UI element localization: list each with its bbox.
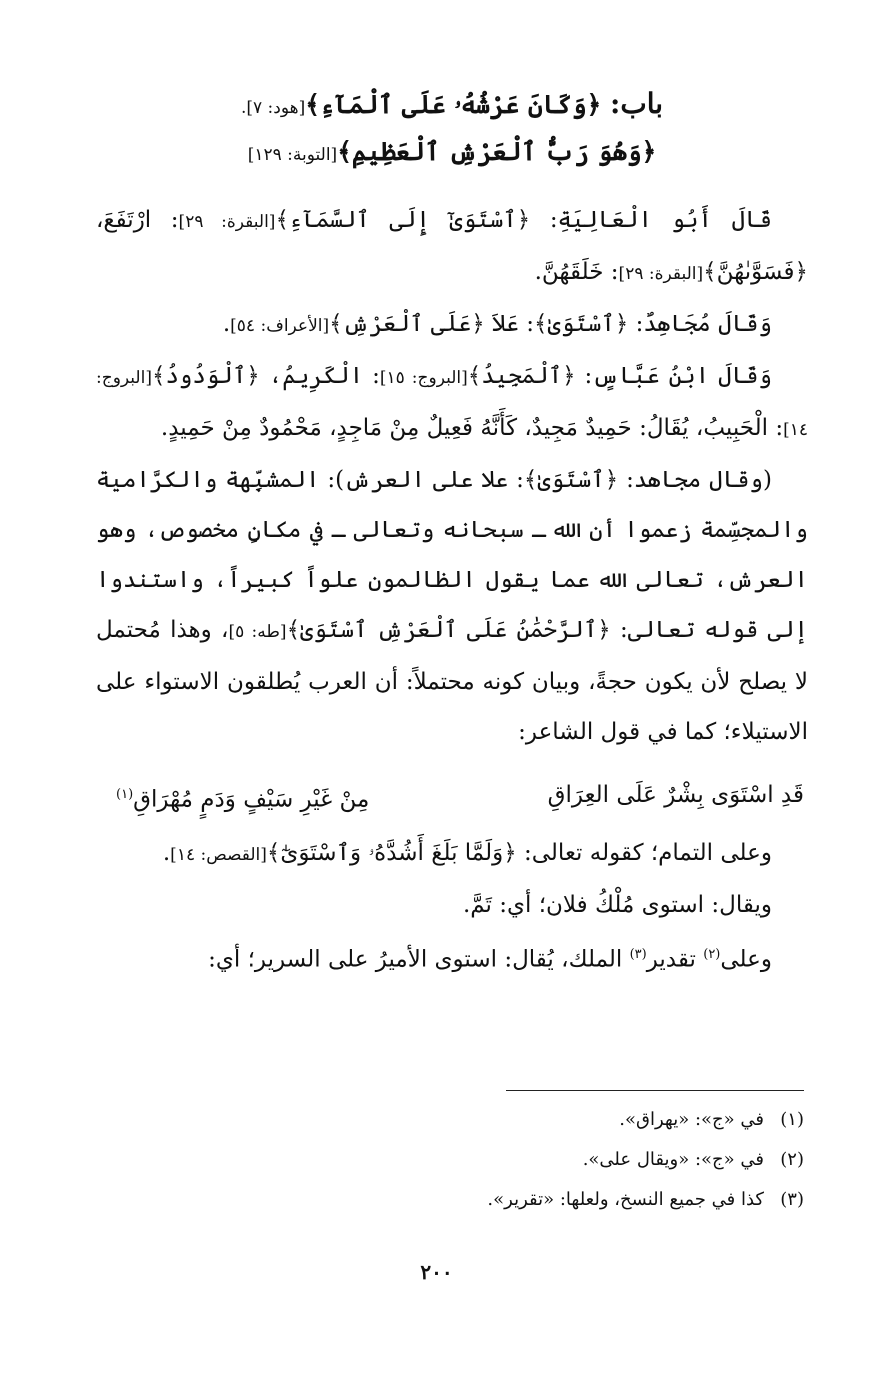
quran-quote: ﴿وَهُوَ رَبُّ ٱلْعَرْشِ ٱلْعَظِيمِ﴾ [337, 137, 657, 166]
verse-reference: [البروج: ١٤] [96, 368, 808, 440]
paragraph-ibn-abbas: وَقَالَ ابْنُ عَبَّاسٍ: ﴿ٱلْمَجِيدُ﴾[البروج: ١٥]: الْكَرِيمُ، ﴿ٱلْوَدُودُ﴾[البروج: ١٤]: الْحَبِيبُ، يُقَالُ: حَمِيدٌ مَجِيدٌ، كَأَنَّهُ فَعِيلٌ مِنْ مَاجِدٍ، مَحْمُودٌ مِنْ حَمِيدٍ. [96, 363, 808, 441]
footnote-marker: (٣) [629, 946, 647, 962]
verse-reference: [البروج: ١٥] [379, 368, 468, 388]
paragraph-abu-aliya: قَالَ أَبُو الْعَالِيَةِ: ﴿ٱسْتَوَىٰٓ إِلَى ٱلسَّمَآءِ﴾[البقرة: ٢٩]: ارْتَفَعَ، ﴿فَسَوَّىٰهُنَّ﴾[البقرة: ٢٩]: خَلَقَهُنَّ. [96, 207, 808, 285]
footnote-2: (٢)في «ج»: «ويقال على». [582, 1149, 804, 1170]
chapter-label: باب: [610, 87, 664, 120]
chapter-heading-line-1 [96, 82, 808, 130]
main-text [96, 82, 808, 984]
paragraph-commentary: (وقال مجاهد: ﴿ٱسْتَوَىٰ﴾: علا على العرش): المشبِّهة والكرَّامية والمجسِّمة زعموا أن الله ـ سبحانه وتعالى ـ في مكانٍ مخصوص، وهو العرش، تعالى الله عما يقول الظالمون علواً كبيراً، واستندوا إلى قوله تعالى: ﴿ٱلرَّحْمَٰنُ عَلَى ٱلْعَرْشِ ٱسْتَوَىٰ﴾[طه: ٥]، وهذا مُحتمل لا يصلح لأن يكون حجةً، وبيان كونه محتملاً: أن العرب يُطلقون الاستواء على الاستيلاء؛ كما في قول الشاعر: [96, 467, 808, 745]
verse-reference: [هود: ٧]. [240, 98, 306, 118]
paragraph-yuqal: ويقال: استوى مُلْكُ فلان؛ أي: تَمَّ. [462, 891, 772, 918]
page-number: ٢٠٠ [420, 1260, 453, 1284]
poem-second-hemistich: مِنْ غَيْرِ سَيْفٍ وَدَمٍ مُهْرَاقِ$^{(١)}$ [116, 786, 370, 813]
footnote-1: (١)في «ج»: «يهراق». [619, 1109, 804, 1130]
footnotes [200, 1100, 804, 1220]
verse-reference: [البقرة: ٢٩] [618, 264, 704, 284]
chapter-heading-line-2 [96, 130, 808, 177]
footnote-3: (٣)كذا في جميع النسخ، ولعلها: «تقرير». [487, 1189, 804, 1210]
verse-reference: [طه: ٥] [228, 622, 287, 642]
poem-first-hemistich: قَدِ اسْتَوَى بِشْرٌ عَلَى العِرَاقِ [547, 782, 804, 808]
quran-quote: ﴿وَكَانَ عَرْشُهُۥ عَلَى ٱلْمَآءِ﴾ [305, 90, 602, 119]
verse-reference: [القصص: ١٤] [170, 844, 267, 865]
verse-reference: [البقرة: ٢٩] [178, 212, 276, 232]
paragraph-mujahid: وَقَالَ مُجَاهِدٌ: ﴿ٱسْتَوَىٰ﴾: عَلاَ ﴿عَلَى ٱلْعَرْشِ﴾[الأعراف: ٥٤]. [222, 311, 772, 337]
footnote-marker: (٢) [703, 946, 721, 962]
poem-verse [96, 767, 808, 828]
footnote-separator [506, 1090, 804, 1091]
verse-reference: [الأعراف: ٥٤] [230, 316, 330, 336]
paragraph-taqdir: وعلى$^{(٢)}$ تقدير$^{(٣)}$ الملك، يُقال: استوى الأميرُ على السرير؛ أي: [208, 946, 772, 973]
paragraph-tamam: وعلى التمام؛ كقوله تعالى: ﴿وَلَمَّا بَلَغَ أَشُدَّهُۥ وَٱسْتَوَىٰٓ﴾[القصص: ١٤]. [162, 839, 772, 866]
footnote-marker: (١) [116, 787, 134, 802]
verse-reference: [التوبة: ١٢٩] [247, 145, 338, 165]
